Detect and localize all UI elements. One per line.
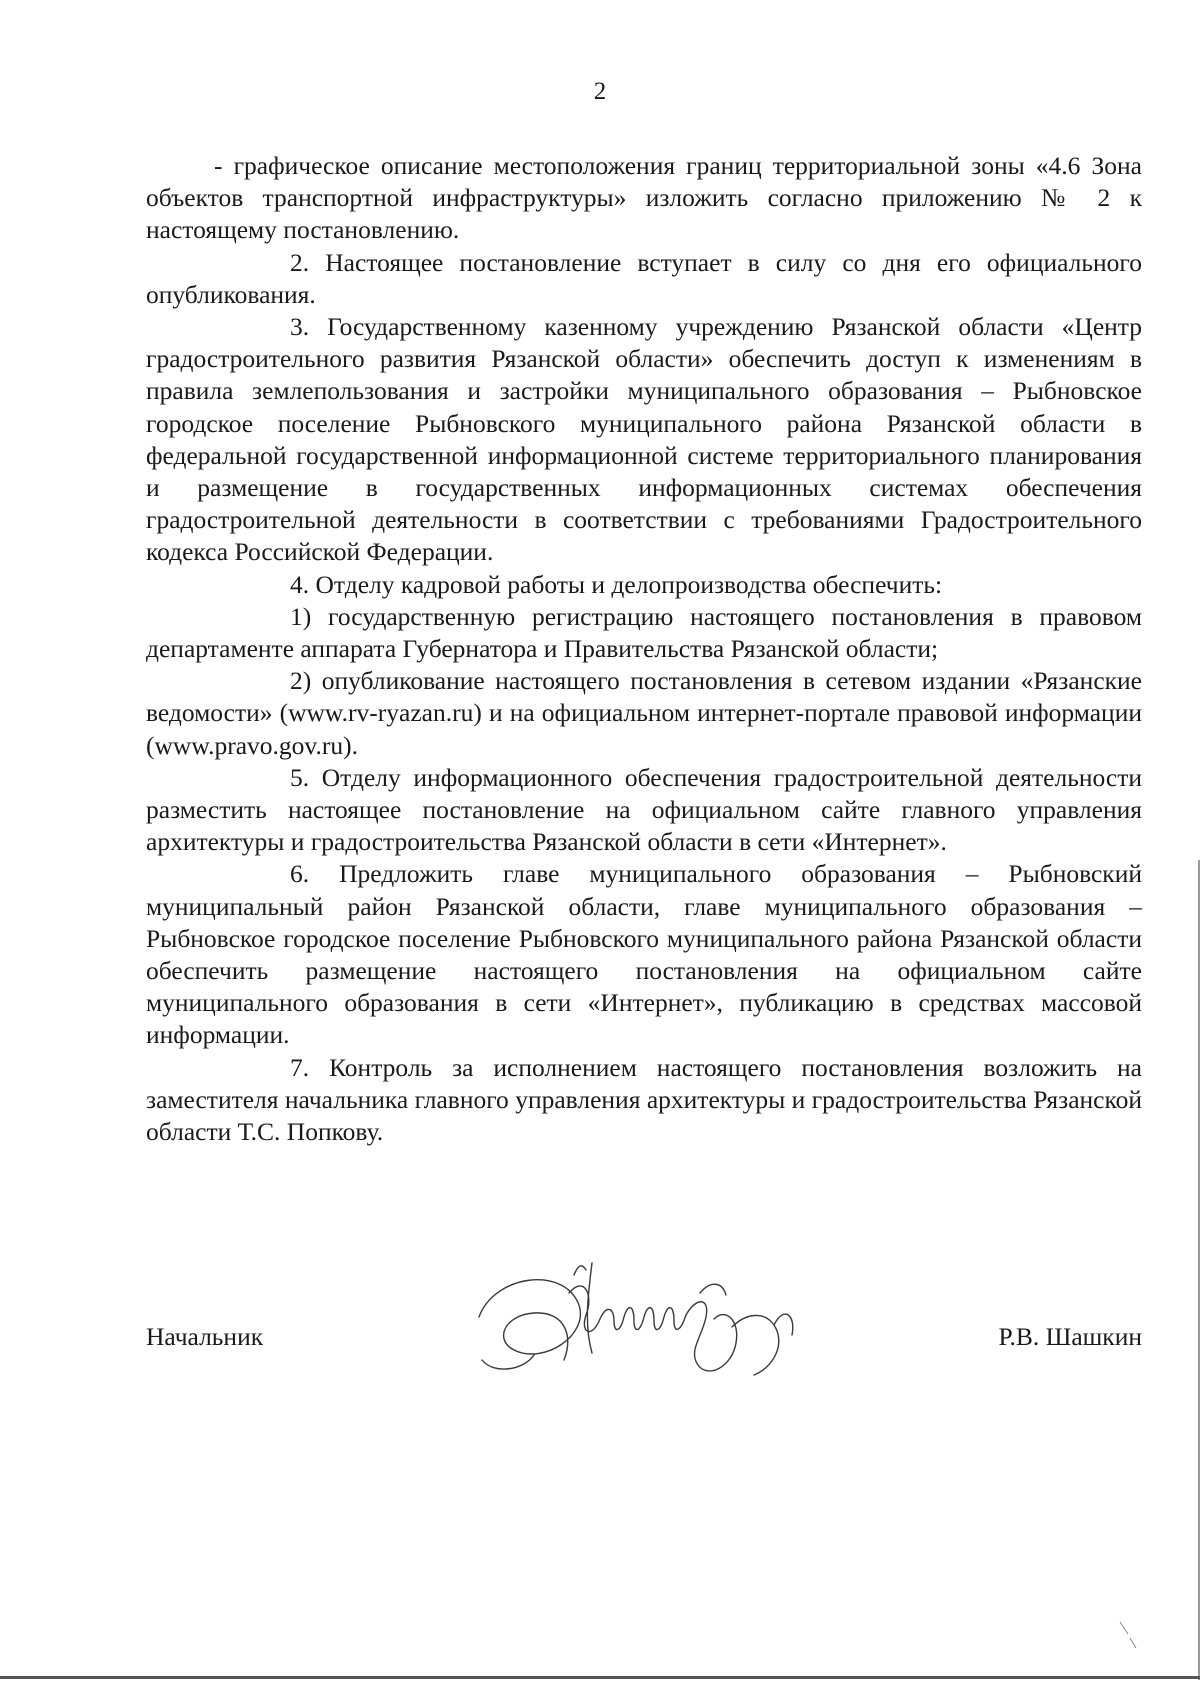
item-number: 7.: [290, 1052, 310, 1082]
paragraph-item-2: [146, 247, 1142, 311]
paragraph-text: Предложить главе муниципального образования – Рыбновский муниципальный район Рязанской области, главе муниципального образования – Рыбновское городское поселение Рыбновского муниципального района Рязанской области обеспечить размещение настоящего постановления на официальном сайте муниципального образования в сети «Интернет», публикацию в средствах массовой информации.: [146, 859, 1142, 1050]
item-number: 1): [290, 601, 312, 631]
document-body: [146, 150, 1142, 1148]
item-number: 3.: [290, 312, 310, 342]
paragraph-text: Отделу кадровой работы и делопроизводства обеспечить:: [315, 569, 943, 599]
paragraph-text: опубликование настоящего постановления в сетевом издании «Рязанские ведомости» (www.rv-ryazan.ru) и на официальном интернет-портале правовой информации (www.pravo.gov.ru).: [146, 666, 1142, 760]
signatory-name: Р.В. Шашкин: [998, 1322, 1142, 1351]
paragraph-item-5: [146, 762, 1142, 859]
paragraph-item-3: [146, 311, 1142, 569]
page-number: 2: [593, 78, 607, 105]
item-number: 2): [290, 666, 312, 696]
paragraph-1-continuation: [146, 150, 1142, 247]
paragraph-item-4: [146, 569, 1142, 601]
paragraph-text: - графическое описание местоположения границ территориальной зоны «4.6 Зона объектов транспортной инфраструктуры» изложить согласно приложению № 2 к настоящему постановлению.: [146, 151, 1142, 245]
paragraph-item-6: [146, 858, 1142, 1051]
item-number: 5.: [290, 762, 310, 792]
item-number: 6.: [290, 859, 310, 889]
signatory-title: Начальник: [146, 1322, 264, 1351]
paragraph-subitem-1: [146, 601, 1142, 665]
paragraph-text: Контроль за исполнением настоящего постановления возложить на заместителя начальника главного управления архитектуры и градостроительства Рязанской области Т.С. Попкову.: [146, 1052, 1143, 1147]
scan-bottom-edge: [0, 1676, 1200, 1679]
paragraph-text: государственную регистрацию настоящего постановления в правовом департаменте аппарата Губернатора и Правительства Рязанской области;: [146, 601, 1143, 664]
paragraph-text: Настоящее постановление вступает в силу со дня его официального опубликования.: [146, 247, 1142, 309]
signature-block: [146, 1312, 1142, 1372]
paragraph-subitem-2: [146, 665, 1142, 762]
paragraph-text: Отделу информационного обеспечения градостроительной деятельности разместить настоящее постановление на официальном сайте главного управления архитектуры и градостроительства Рязанской области в сети «Интернет».: [146, 762, 1142, 857]
item-number: 4.: [290, 569, 310, 599]
scan-speck-icon: [1116, 1620, 1140, 1650]
paragraph-item-7: [146, 1052, 1142, 1149]
paragraph-text: Государственному казенному учреждению Рязанской области «Центр градостроительного развития Рязанской области» обеспечить доступ к изменениям в правила землепользования и застройки муниципального образования – Рыбновское городское поселение Рыбновского муниципального района Рязанской области в федеральной государственной информационной системе территориального планирования и размещение в государственных информационных системах обеспечения градостроительной деятельности в соответствии с требованиями Градостроительного кодекса Российской Федерации.: [146, 312, 1142, 567]
item-number: 2.: [290, 247, 310, 277]
